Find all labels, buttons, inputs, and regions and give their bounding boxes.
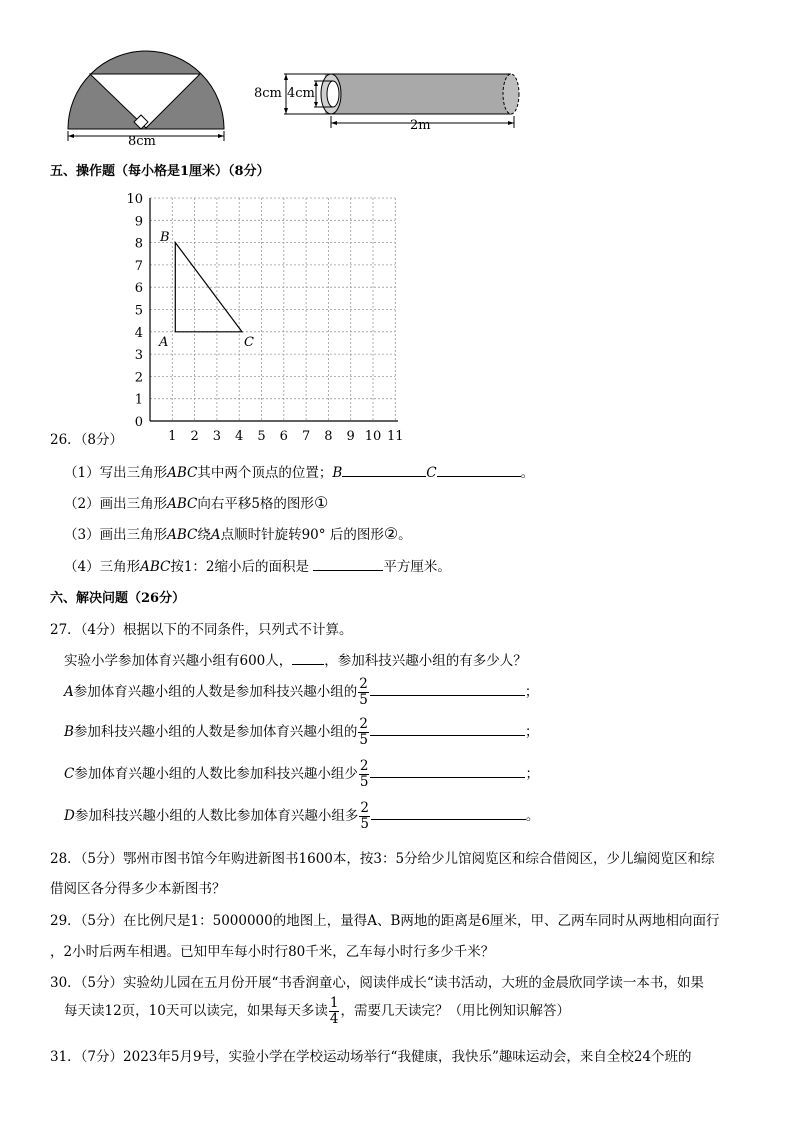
q27-stem: 实验小学参加体育兴趣小组有600人， ，参加科技兴趣小组的有多少人？ [64,653,527,669]
q29-line1: 29．（5分）在比例尺是1：5000000的地图上，量得A、B两地的距离是6厘米，甲、乙两车同时从两地相向面行 [50,913,720,929]
x-tick-label: 10 [364,429,382,444]
section-5-heading: 五、操作题（每小格是1厘米）（8分） [50,164,270,179]
fraction-two-fifths: $\frac{2}{5}$ [359,676,368,708]
answer-blank-option[interactable] [370,735,525,736]
section-6-heading: 六、解决问题（26分） [50,591,186,606]
q30-line1: 30．（5分）实验幼儿园在五月份开展“书香润童心，阅读伴成长“读书活动，大班的金晨欣同学读一本书，如果 [50,975,704,991]
q28-line1: 28．（5分）鄂州市图书馆今年购进新图书1600本，按3：5分给少儿馆阅览区和综合借阅区，少儿编阅览区和综 [50,851,715,867]
circled-one-mark: ① [313,493,329,512]
fraction-one-quarter: $\frac{1}{4}$ [329,995,339,1027]
answer-blank-b[interactable] [342,476,426,477]
x-tick-label: 8 [324,429,333,444]
answer-blank-c[interactable] [437,476,521,477]
q31-line1: 31．（7分）2023年5月9号，实验小学在学校运动场举行“我健康，我快乐”趣味运动会，来自全校24个班的 [50,1049,692,1065]
x-tick-label: 5 [257,429,266,444]
x-tick-label: 9 [346,429,355,444]
x-tick-label: 2 [190,429,199,444]
pipe-inner-label: 4cm [287,86,315,101]
q28-line2: 借阅区各分得多少本新图书？ [50,881,226,897]
q27-option-d: D参加科技兴趣小组的人数比参加体育兴趣小组多 $\frac{2}{5}$ 。 [64,800,540,832]
answer-blank-area[interactable] [313,570,383,571]
y-tick-label: 2 [134,370,143,386]
x-tick-label: 6 [279,429,288,444]
x-tick-label: 3 [212,429,222,444]
x-tick-label: 7 [301,429,311,444]
q27-option-a: A参加体育兴趣小组的人数是参加科技兴趣小组的 $\frac{2}{5}$ ； [64,676,539,708]
q27-option-c: C参加体育兴趣小组的人数比参加科技兴趣小组少 $\frac{2}{5}$ ； [64,758,539,790]
answer-blank-option[interactable] [370,777,525,778]
x-tick-label: 1 [168,429,177,444]
answer-blank-option[interactable] [371,819,526,820]
answer-blank-condition[interactable] [292,664,324,665]
y-tick-label: 7 [134,258,143,274]
q26-part2: （2）画出三角形ABC向右平移5格的图形① [64,493,329,512]
y-tick-label: 9 [134,214,143,230]
y-tick-label: 0 [134,415,143,430]
y-tick-label: 10 [126,192,143,207]
q27-option-b: B参加科技兴趣小组的人数是参加体育兴趣小组的 $\frac{2}{5}$ ； [64,716,539,748]
fraction-two-fifths: $\frac{2}{5}$ [359,758,369,790]
q26-head: 26．（8分） [50,432,124,448]
answer-blank-option[interactable] [370,695,525,696]
vertex-label-a: A [159,335,169,350]
semicircle-width-label: 8cm [128,134,156,149]
vertex-label-c: C [244,335,254,350]
q26-part4: （4）三角形ABC按1：2缩小后的面积是 平方厘米。 [64,559,451,575]
q26-part3: （3）画出三角形ABC绕A点顺时针旋转90° 后的图形②。 [64,524,412,543]
y-tick-label: 1 [134,392,143,408]
pipe-outer-label: 8cm [254,86,282,101]
q27-head: 27．（4分）根据以下的不同条件，只列式不计算。 [50,622,353,638]
q26-part1: （1）写出三角形ABC其中两个顶点的位置；B C 。 [64,465,535,481]
y-tick-label: 8 [134,236,143,252]
y-tick-label: 6 [134,281,143,297]
vertex-label-b: B [160,230,170,245]
fraction-two-fifths: $\frac{2}{5}$ [359,716,369,748]
q29-line2: ，2小时后两车相遇。已知甲车每小时行80千米，乙车每小时行多少千米？ [50,944,495,960]
y-tick-label: 5 [134,303,143,319]
y-tick-label: 3 [134,348,143,364]
pipe-length-label: 2m [410,118,431,133]
circled-two-mark: ② [383,524,399,543]
y-tick-label: 4 [134,325,143,341]
x-tick-label: 4 [235,429,244,444]
coordinate-grid [120,186,420,446]
fraction-two-fifths: $\frac{2}{5}$ [360,800,369,832]
x-tick-label: 11 [387,429,404,444]
q30-line2: 每天读12页，10天可以读完，如果每天多读 $\frac{1}{4}$ ，需要几天读完？（用比例知识解答） [64,995,570,1027]
